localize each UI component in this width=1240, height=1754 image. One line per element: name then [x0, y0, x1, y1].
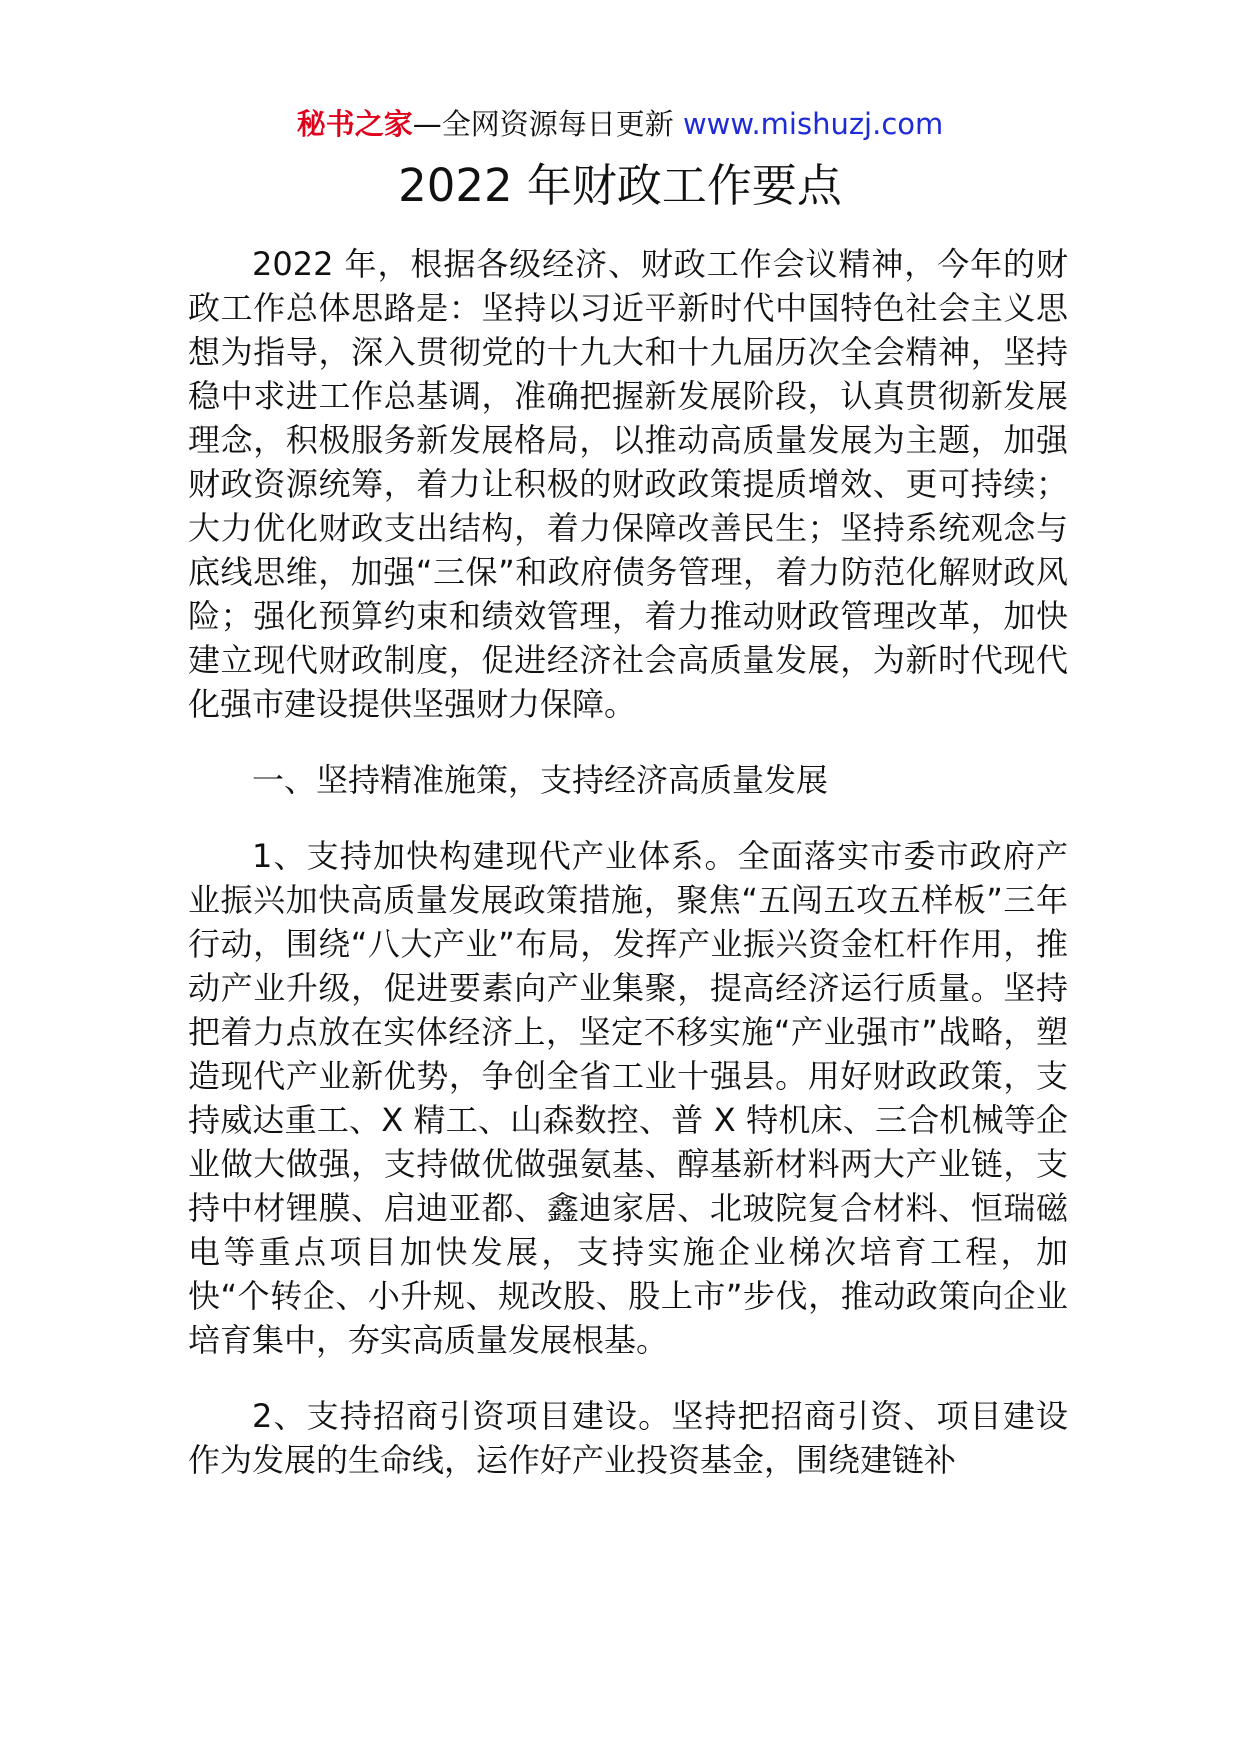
document-body — [188, 242, 1068, 1482]
paragraph-item-1: 1、支持加快构建现代产业体系。全面落实市委市政府产业振兴加快高质量发展政策措施，聚焦“五闯五攻五样板”三年行动，围绕“八大产业”布局，发挥产业振兴资金杠杆作用，推动产业升级，促进要素向产业集聚，提高经济运行质量。坚持把着力点放在实体经济上，坚定不移实施“产业强市”战略，塑造现代产业新优势，争创全省工业十强县。用好财政政策，支持威达重工、X 精工、山森数控、普 X 特机床、三合机械等企业做大做强，支持做优做强氨基、醇基新材料两大产业链，支持中材锂膜、启迪亚都、鑫迪家居、北玻院复合材料、恒瑞磁电等重点项目加快发展，支持实施企业梯次培育工程，加快“个转企、小升规、规改股、股上市”步伐，推动政策向企业培育集中，夯实高质量发展根基。 — [188, 837, 1068, 1359]
section-heading: 一、坚持精准施策，支持经济高质量发展 — [252, 761, 829, 799]
brand-slogan: —全网资源每日更新 — [412, 107, 674, 141]
paragraph-item-2: 2、支持招商引资项目建设。坚持把招商引资、项目建设作为发展的生命线，运作好产业投资基金，围绕建链补 — [188, 1397, 1068, 1479]
watermark-header — [0, 104, 1240, 144]
intro-paragraph: 2022 年，根据各级经济、财政工作会议精神，今年的财政工作总体思路是：坚持以习近平新时代中国特色社会主义思想为指导，深入贯彻党的十九大和十九届历次全会精神，坚持稳中求进工作总基调，准确把握新发展阶段，认真贯彻新发展理念，积极服务新发展格局，以推动高质量发展为主题，加强财政资源统筹，着力让积极的财政政策提质增效、更可持续；大力优化财政支出结构，着力保障改善民生；坚持系统观念与底线思维，加强“三保”和政府债务管理，着力防范化解财政风险；强化预算约束和绩效管理，着力推动财政管理改革，加快建立现代财政制度，促进经济社会高质量发展，为新时代现代化强市建设提供坚强财力保障。 — [188, 245, 1068, 723]
brand-name: 秘书之家 — [296, 107, 413, 141]
site-link[interactable]: www.mishuzj.com — [673, 107, 944, 141]
document-title: 2022 年财政工作要点 — [398, 159, 842, 212]
